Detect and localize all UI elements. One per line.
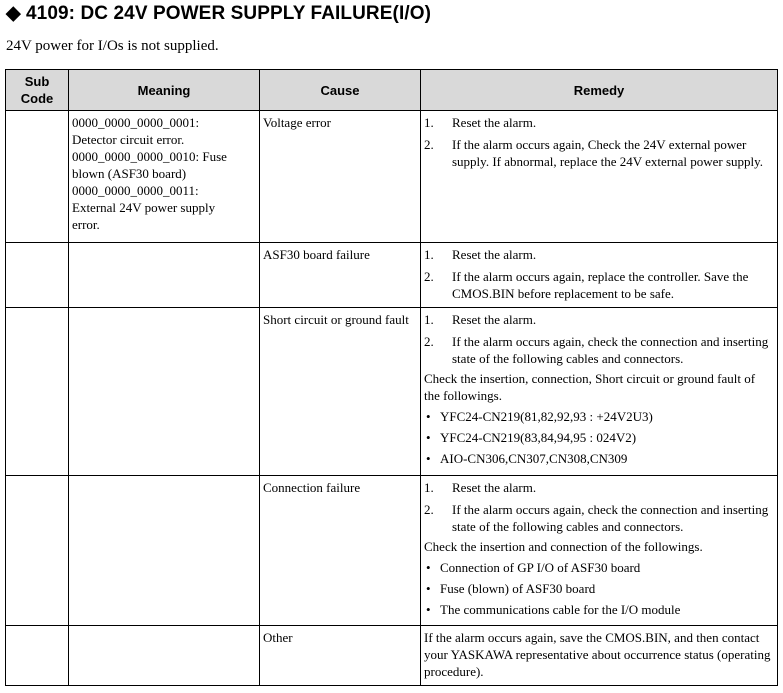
meaning-cell — [69, 476, 260, 626]
meaning-line: blown (ASF30 board) — [72, 166, 187, 181]
bullet-item — [424, 408, 774, 425]
remedy-note: If the alarm occurs again, save the CMOS.BIN, and then contact your YASKAWA representative about occurrence status (operating procedure). — [424, 630, 771, 679]
column-header-remedy: Remedy — [421, 70, 778, 111]
subcode-cell — [6, 476, 69, 626]
meaning-line: 0000_0000_0000_0010: Fuse — [72, 149, 227, 164]
step-text: If the alarm occurs again, replace the controller. Save the CMOS.BIN before replacement to be safe. — [452, 269, 749, 301]
meaning-line: error. — [72, 217, 100, 232]
step-text: If the alarm occurs again, check the connection and inserting state of the following cables and connectors. — [452, 334, 769, 366]
remedy-cell — [421, 243, 778, 308]
bullet-item — [424, 559, 774, 576]
remedy-note: Check the insertion and connection of the followings. — [424, 539, 703, 554]
bullet-dot-icon: • — [426, 451, 431, 466]
bullet-text: Connection of GP I/O of ASF30 board — [440, 560, 641, 575]
alarm-table — [5, 69, 778, 686]
step-number: 1. — [424, 312, 434, 327]
remedy-step — [424, 311, 774, 328]
bullet-dot-icon: • — [426, 430, 431, 445]
column-header-subcode: Sub Code — [6, 70, 69, 111]
remedy-step — [424, 333, 774, 367]
remedy-bullets — [424, 408, 774, 467]
step-number: 2. — [424, 137, 434, 152]
page-title — [6, 2, 431, 25]
column-header-cause: Cause — [260, 70, 421, 111]
remedy-cell — [421, 111, 778, 243]
cause-cell: Other — [260, 626, 421, 686]
cause-cell: ASF30 board failure — [260, 243, 421, 308]
step-text: Reset the alarm. — [452, 115, 537, 130]
step-number: 1. — [424, 247, 434, 262]
remedy-steps — [424, 246, 774, 302]
bullet-text: The communications cable for the I/O module — [440, 602, 681, 617]
table-row — [6, 476, 778, 626]
meaning-line: 0000_0000_0000_0011: — [72, 183, 199, 198]
table-row — [6, 111, 778, 243]
step-text: Reset the alarm. — [452, 247, 537, 262]
remedy-step — [424, 479, 774, 496]
remedy-step — [424, 246, 774, 263]
diamond-bullet-icon: ◆ — [6, 3, 21, 24]
step-number: 1. — [424, 480, 434, 495]
table-row — [6, 308, 778, 476]
bullet-dot-icon: • — [426, 602, 431, 617]
meaning-line: Detector circuit error. — [72, 132, 185, 147]
meaning-cell — [69, 626, 260, 686]
meaning-cell — [69, 308, 260, 476]
bullet-item — [424, 429, 774, 446]
table-row — [6, 243, 778, 308]
subcode-cell — [6, 626, 69, 686]
remedy-steps — [424, 114, 774, 170]
cause-cell: Connection failure — [260, 476, 421, 626]
remedy-step — [424, 501, 774, 535]
remedy-cell — [421, 476, 778, 626]
remedy-step — [424, 268, 774, 302]
alarm-title: 4109: DC 24V POWER SUPPLY FAILURE(I/O) — [26, 3, 432, 24]
meaning-line: 0000_0000_0000_0001: — [72, 115, 200, 130]
remedy-note: Check the insertion, connection, Short circuit or ground fault of the followings. — [424, 371, 756, 403]
subcode-cell — [6, 111, 69, 243]
step-number: 2. — [424, 334, 434, 349]
step-number: 1. — [424, 115, 434, 130]
bullet-item — [424, 580, 774, 597]
remedy-step — [424, 136, 774, 170]
step-text: If the alarm occurs again, Check the 24V external power supply. If abnormal, replace the 24V external power supply. — [452, 137, 764, 169]
bullet-text: AIO-CN306,CN307,CN308,CN309 — [440, 451, 628, 466]
remedy-bullets — [424, 559, 774, 618]
bullet-text: YFC24-CN219(83,84,94,95 : 024V2) — [440, 430, 637, 445]
bullet-text: Fuse (blown) of ASF30 board — [440, 581, 596, 596]
table-row — [6, 626, 778, 686]
alarm-description: 24V power for I/Os is not supplied. — [6, 38, 219, 54]
table-header-row — [6, 70, 778, 111]
bullet-dot-icon: • — [426, 560, 431, 575]
step-text: If the alarm occurs again, check the connection and inserting state of the following cables and connectors. — [452, 502, 769, 534]
remedy-steps — [424, 479, 774, 535]
bullet-item — [424, 601, 774, 618]
subcode-cell — [6, 308, 69, 476]
step-text: Reset the alarm. — [452, 312, 537, 327]
step-text: Reset the alarm. — [452, 480, 537, 495]
remedy-steps — [424, 311, 774, 367]
bullet-text: YFC24-CN219(81,82,92,93 : +24V2U3) — [440, 409, 653, 424]
step-number: 2. — [424, 502, 434, 517]
column-header-meaning: Meaning — [69, 70, 260, 111]
remedy-cell — [421, 308, 778, 476]
subcode-cell — [6, 243, 69, 308]
step-number: 2. — [424, 269, 434, 284]
meaning-cell — [69, 111, 260, 243]
bullet-dot-icon: • — [426, 409, 431, 424]
meaning-line: External 24V power supply — [72, 200, 216, 215]
bullet-item — [424, 450, 774, 467]
remedy-step — [424, 114, 774, 131]
remedy-cell — [421, 626, 778, 686]
cause-cell: Short circuit or ground fault — [260, 308, 421, 476]
meaning-cell — [69, 243, 260, 308]
bullet-dot-icon: • — [426, 581, 431, 596]
cause-cell: Voltage error — [260, 111, 421, 243]
